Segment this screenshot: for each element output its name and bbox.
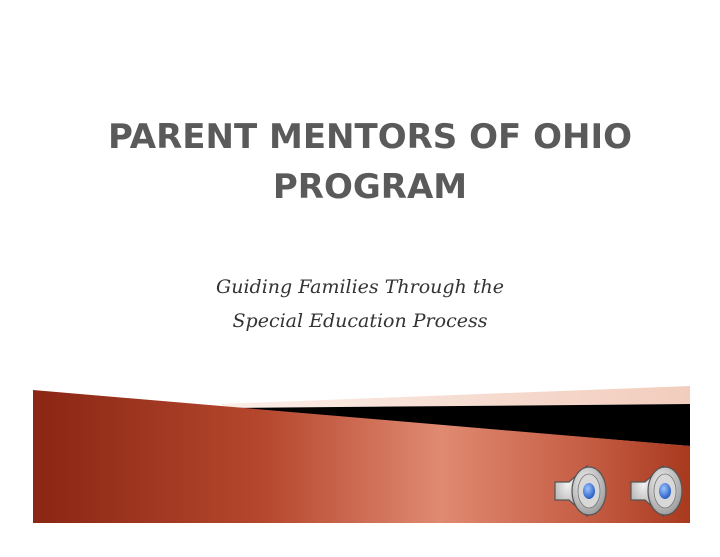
speaker-icon[interactable] — [627, 462, 685, 520]
slide-title-line-1: PARENT MENTORS OF OHIO — [108, 117, 632, 157]
slide-subtitle-line-2: Special Education Process — [232, 310, 488, 332]
slide-title-line-2: PROGRAM — [272, 167, 468, 207]
slide-subtitle-line-1: Guiding Families Through the — [216, 276, 504, 298]
speaker-icon[interactable] — [551, 462, 609, 520]
